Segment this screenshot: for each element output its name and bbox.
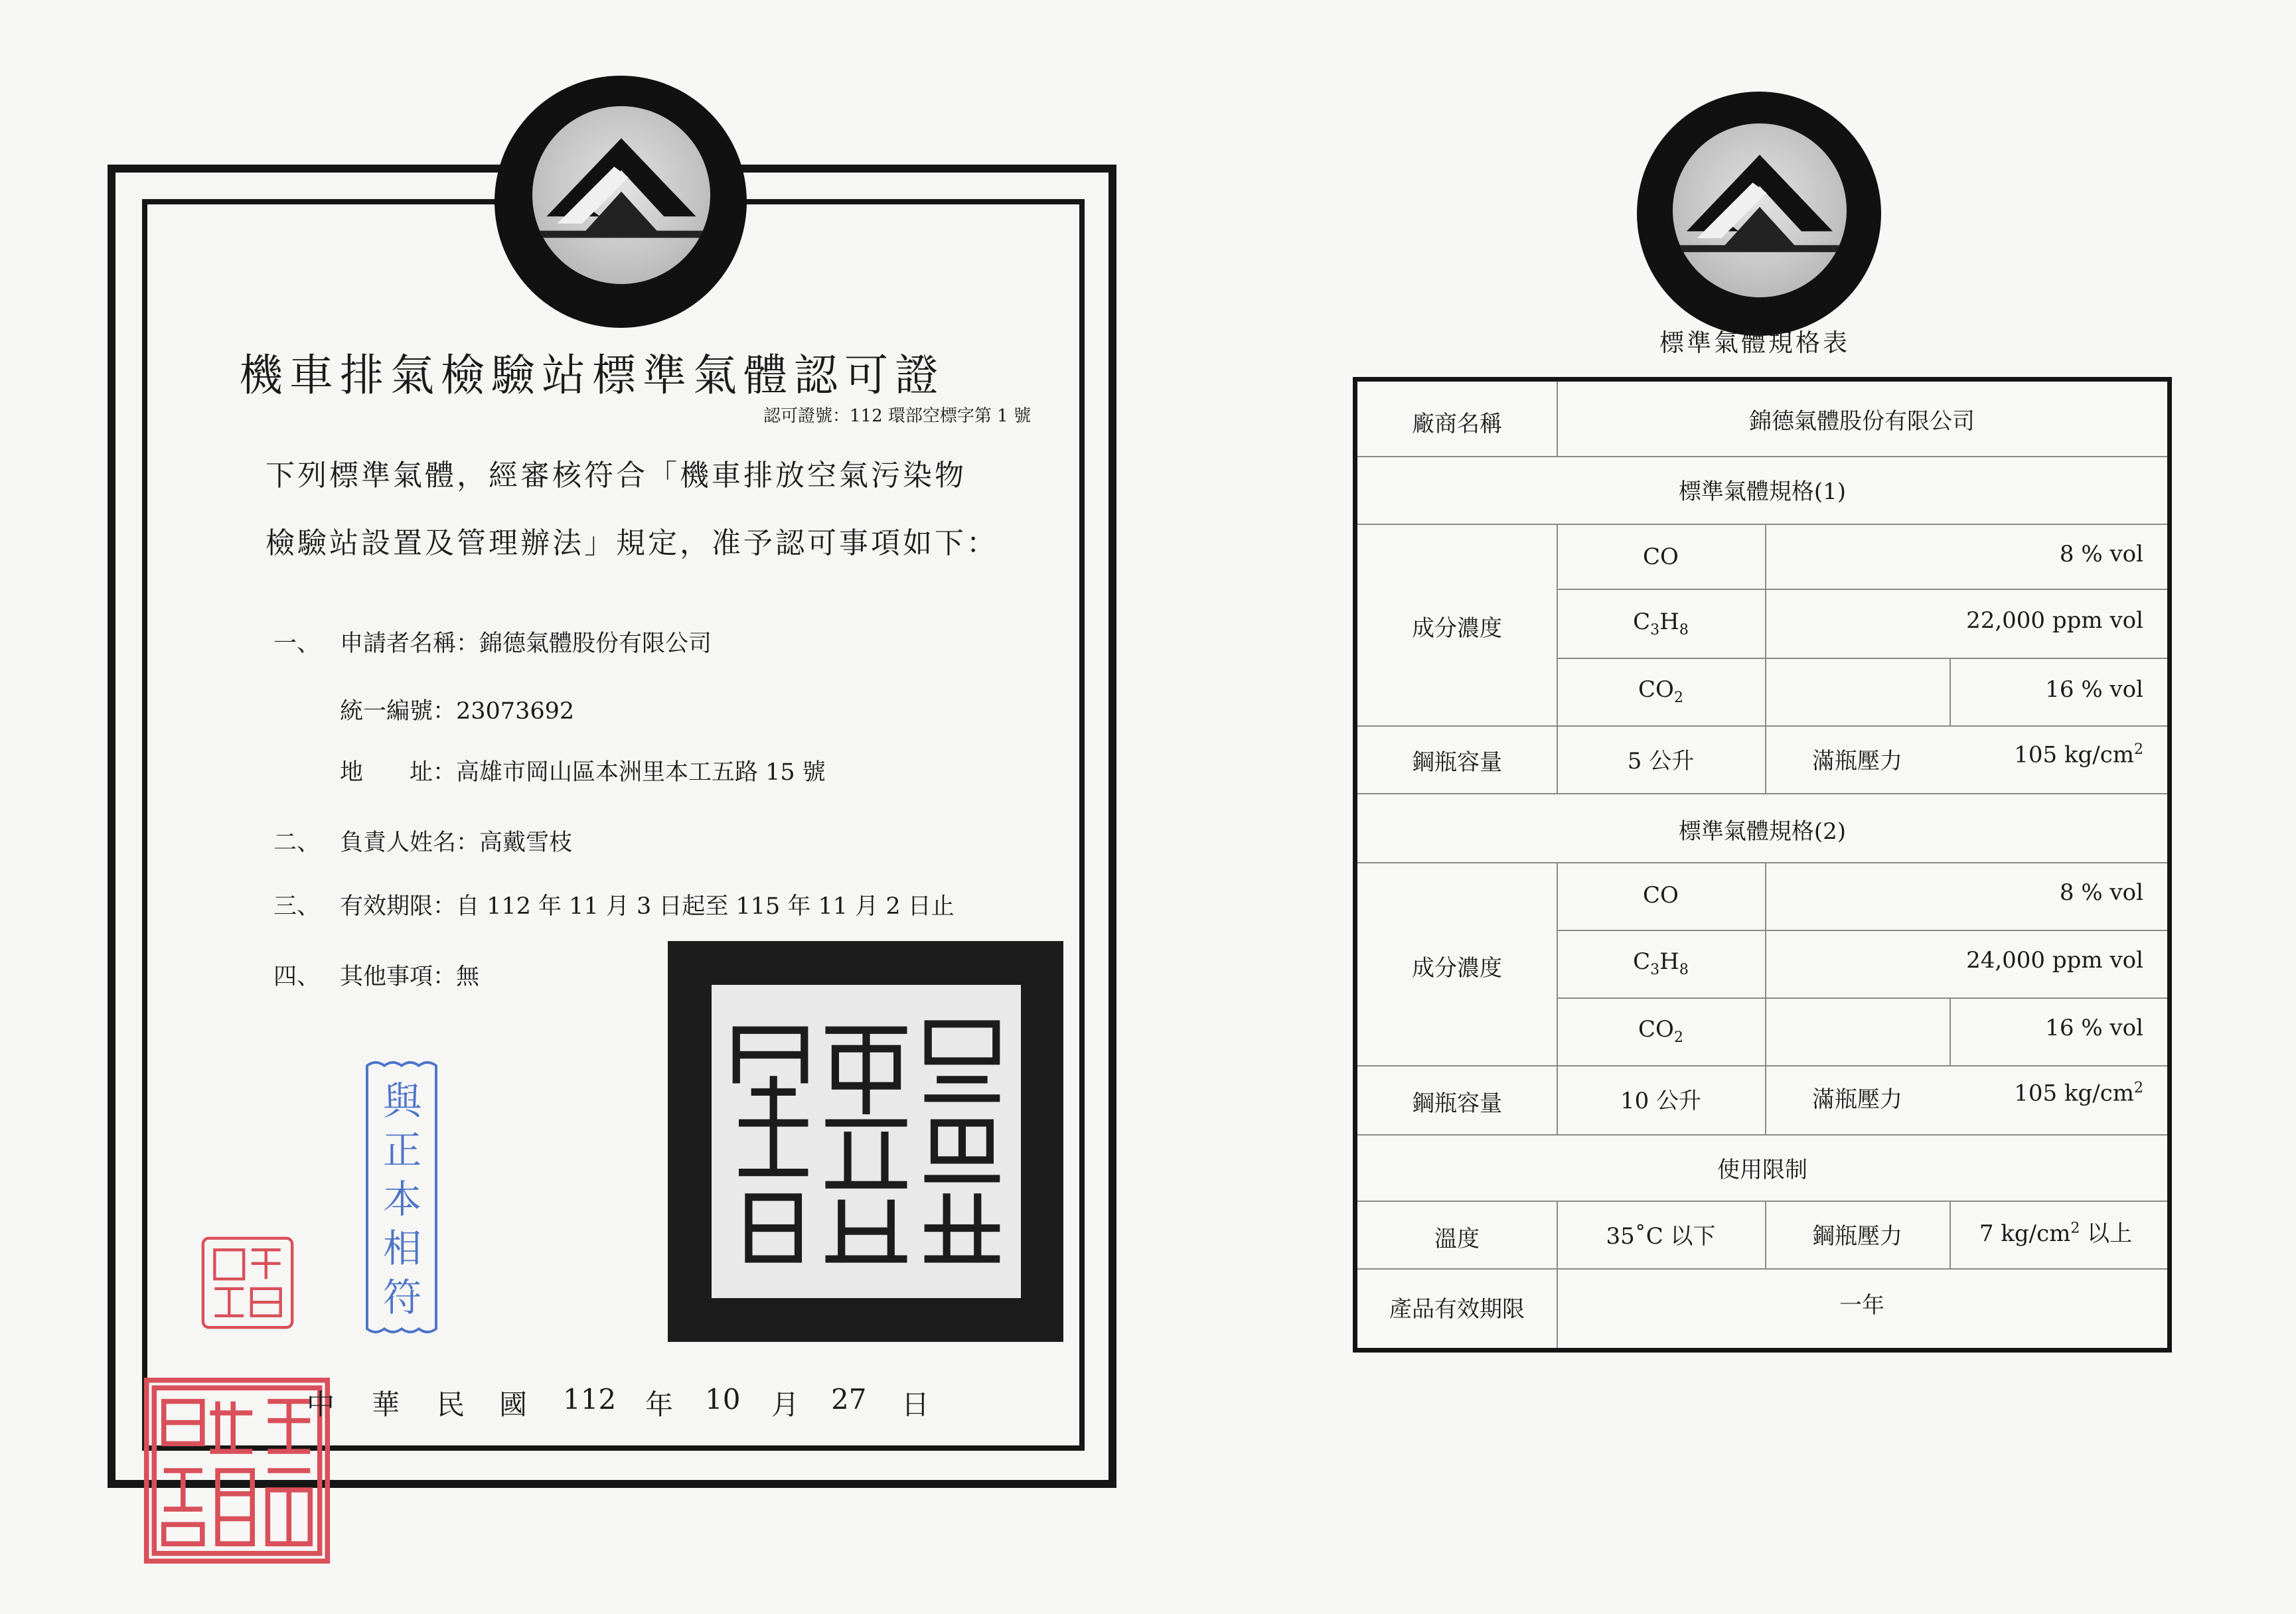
- co-label: CO: [1643, 882, 1679, 909]
- usage-header: 使用限制: [1717, 1157, 1807, 1183]
- large-red-seal-icon: [141, 1374, 333, 1568]
- date-part: 27: [831, 1383, 867, 1416]
- spec1-header: 標準氣體規格(1): [1678, 478, 1847, 505]
- date-part: 中: [307, 1388, 335, 1421]
- formula-part: C: [1633, 948, 1651, 975]
- composition-label: 成分濃度: [1412, 955, 1502, 982]
- cyl-pressure-value: [1950, 1215, 2162, 1248]
- small-red-seal-icon: [199, 1234, 296, 1331]
- item-text: 負責人姓名：高戴雪枝: [340, 830, 573, 856]
- pressure-main: 105 kg/cm: [2014, 1080, 2134, 1107]
- item-validity: [273, 888, 955, 921]
- row-divider: [1557, 930, 2167, 931]
- item-text: 申請者名稱：錦德氣體股份有限公司: [340, 630, 712, 657]
- composition-label: 成分濃度: [1412, 615, 1502, 642]
- cylinder-label: 鋼瓶容量: [1412, 1090, 1502, 1117]
- verify-stamp-text: 與正本相符: [382, 1078, 421, 1320]
- co2-label: [1557, 676, 1765, 706]
- row-divider: [1357, 1201, 2167, 1202]
- pressure-main: 105 kg/cm: [2014, 741, 2134, 769]
- formula-part: CO: [1638, 676, 1674, 703]
- intro-line-2: 檢驗站設置及管理辦法」規定，准予認可事項如下：: [266, 526, 998, 560]
- spec2-header: 標準氣體規格(2): [1678, 818, 1847, 845]
- certificate-number: 認可證號：112 環部空標字第 1 號: [763, 406, 1031, 426]
- item-number: 一、: [273, 630, 321, 657]
- spec-table: [1353, 377, 2172, 1353]
- item-number: 四、: [273, 964, 321, 990]
- item-text: 統一編號：23073692: [340, 698, 575, 725]
- row-divider: [1357, 456, 2167, 457]
- item-tax-id: [273, 693, 574, 726]
- date-part: 月: [771, 1388, 800, 1421]
- date-part: 日: [901, 1388, 930, 1421]
- co-label: CO: [1643, 544, 1679, 570]
- pressure-sup: 2: [2134, 741, 2143, 758]
- row-divider: [1357, 862, 2167, 863]
- date-part: 年: [645, 1388, 674, 1421]
- row-divider: [1357, 793, 2167, 794]
- cylinder-value: 5 公升: [1627, 748, 1695, 774]
- validity-value: 一年: [1839, 1292, 1884, 1319]
- intro-line-1: 下列標準氣體，經審核符合「機車排放空氣污染物: [266, 459, 966, 492]
- row-divider: [1357, 1065, 2167, 1066]
- co2-value: 16 % vol: [2045, 1015, 2143, 1041]
- formula-part: CO: [1638, 1016, 1674, 1043]
- c3h8-label: [1557, 948, 1765, 978]
- item-representative: [273, 824, 572, 857]
- formula-sub: 2: [1673, 689, 1683, 706]
- pressure-suffix: 以上: [2080, 1220, 2133, 1247]
- formula-part: H: [1659, 609, 1679, 635]
- row-divider: [1557, 589, 2167, 590]
- cylinder-value: 10 公升: [1620, 1088, 1702, 1114]
- temp-label: 溫度: [1434, 1226, 1480, 1252]
- row-divider: [1357, 1134, 2167, 1136]
- certificate-title: 機車排氣檢驗站標準氣體認可證: [239, 350, 945, 401]
- mountain-logo-icon: [1673, 123, 1847, 297]
- pressure-sup: 2: [2070, 1220, 2080, 1237]
- item-other: [273, 958, 479, 991]
- row-divider: [1557, 997, 2167, 999]
- verify-stamp: [358, 1057, 445, 1338]
- official-seal-icon: [712, 985, 1021, 1298]
- formula-sub: 8: [1679, 961, 1689, 978]
- item-number: 三、: [273, 893, 321, 920]
- mountain-logo-icon: [532, 106, 710, 284]
- co2-label: [1557, 1016, 1765, 1046]
- vendor-value: 錦德氣體股份有限公司: [1749, 408, 1975, 435]
- row-divider: [1357, 1268, 2167, 1270]
- formula-sub: 3: [1650, 961, 1660, 978]
- cyl-pressure-label: 鋼瓶壓力: [1812, 1223, 1902, 1250]
- item-text: 地 址：高雄市岡山區本洲里本工五路 15 號: [340, 759, 826, 786]
- date-part: 華: [372, 1388, 400, 1421]
- pressure-sup: 2: [2134, 1080, 2143, 1096]
- fill-pressure-value: [1950, 741, 2143, 768]
- co-value: 8 % vol: [2059, 541, 2143, 567]
- fill-pressure-value: [1950, 1080, 2143, 1106]
- formula-sub: 2: [1673, 1029, 1683, 1046]
- row-divider: [1357, 725, 2167, 727]
- formula-part: C: [1633, 609, 1651, 635]
- c3h8-label: [1557, 609, 1765, 638]
- fill-pressure-label: 滿瓶壓力: [1812, 1086, 1902, 1113]
- row-divider: [1357, 524, 2167, 525]
- formula-part: H: [1659, 948, 1679, 975]
- item-address: [273, 754, 826, 787]
- co-value: 8 % vol: [2059, 879, 2143, 906]
- date-part: 112: [563, 1383, 617, 1416]
- temp-value: 35˚C 以下: [1606, 1223, 1716, 1250]
- date-part: 國: [499, 1388, 528, 1421]
- validity-label: 產品有效期限: [1389, 1296, 1525, 1323]
- date-part: 民: [437, 1388, 465, 1421]
- spec-sheet-title: 標準氣體規格表: [1659, 329, 1850, 357]
- fill-pressure-label: 滿瓶壓力: [1812, 748, 1902, 774]
- c3h8-value: 22,000 ppm vol: [1966, 607, 2143, 634]
- date-part: 10: [705, 1383, 741, 1416]
- vendor-label: 廠商名稱: [1412, 411, 1502, 437]
- formula-sub: 8: [1679, 621, 1689, 638]
- item-text: 其他事項：無: [340, 964, 480, 990]
- formula-sub: 3: [1650, 621, 1660, 638]
- item-text: 有效期限：自 112 年 11 月 3 日起至 115 年 11 月 2 日止: [340, 893, 955, 920]
- item-applicant: [273, 625, 712, 658]
- c3h8-value: 24,000 ppm vol: [1966, 947, 2143, 974]
- co2-value: 16 % vol: [2045, 676, 2143, 703]
- row-divider: [1557, 658, 2167, 659]
- item-number: 二、: [273, 830, 321, 856]
- cylinder-label: 鋼瓶容量: [1412, 749, 1502, 776]
- pressure-main: 7 kg/cm: [1979, 1220, 2071, 1247]
